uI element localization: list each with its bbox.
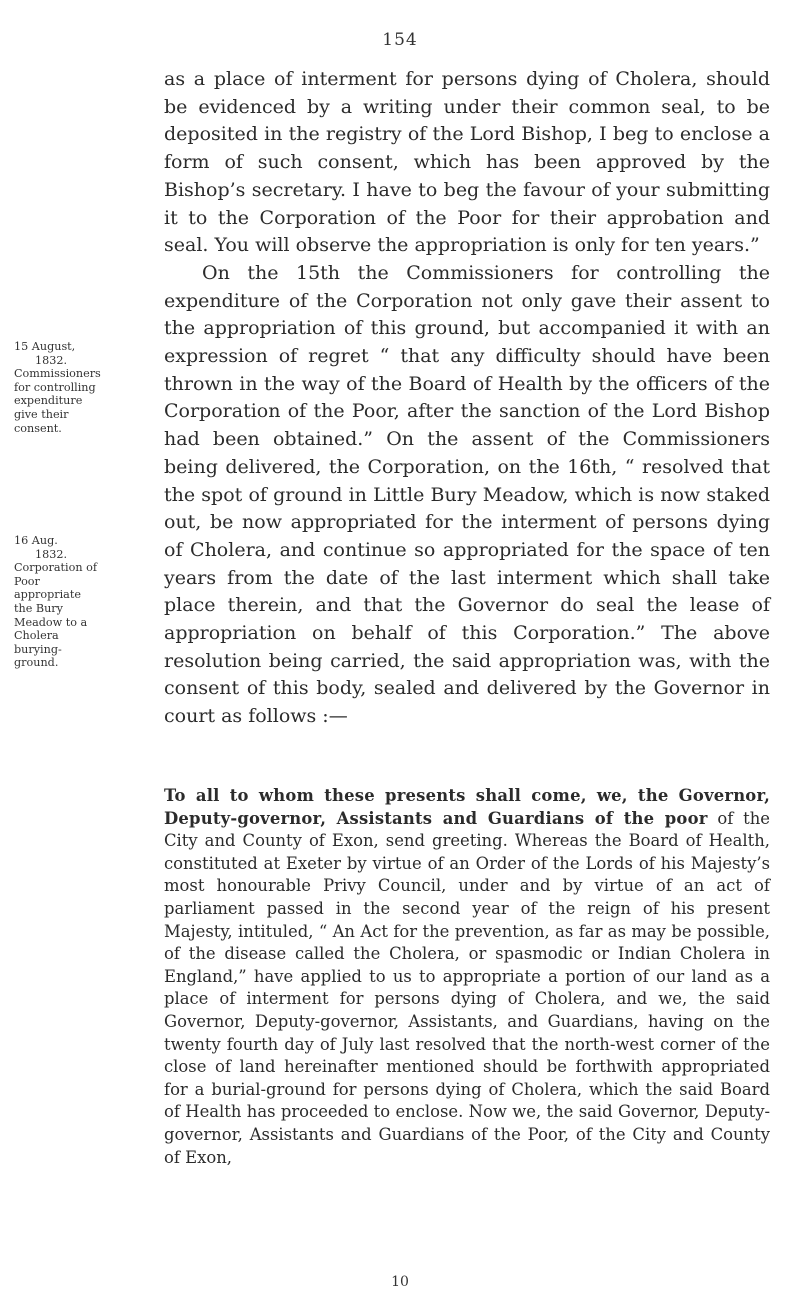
sidenote-year: 1832. (34, 547, 68, 561)
sidenote-text: Corporation of Poor appropriate the Bury Meadow to a Cholera burying-ground. (14, 561, 98, 670)
sidenote-year: 1832. (34, 353, 68, 367)
paragraph-1: as a place of interment for persons dying of Cholera, should be evidenced by a writing under their common seal, to be deposited in the registry of the Lord Bishop, I beg to enclose a form of such consent, which has been approved by the Bishop’s secretary. I have to beg the favour of your submitting it to the Corporation of the Poor for their approbation and seal. You will observe the appropriation is only for ten years.” (164, 68, 770, 257)
page-number: 154 (382, 30, 418, 50)
sidenote-commissioners-consent (14, 340, 101, 435)
deed-opening: To all to whom these presents shall come, we, the Governor, Deputy-governor, Assistants and Guardians of the poor (164, 786, 770, 828)
sidenote-text: Commissioners for controlling expenditure give their consent. (14, 367, 101, 435)
signature-mark: 10 (391, 1274, 409, 1290)
sidenote-corporation-appropriation (14, 534, 98, 670)
paragraph-2: On the 15th the Commissioners for controlling the expenditure of the Corporation not only gave their assent to the appropriation of this ground, but accompanied it with an expression of regret “ that any difficulty should have been thrown in the way of the Board of Health by the officers of the Corporation of the Poor, after the sanction of the Lord Bishop had been obtained.” On the assent of the Commissioners being delivered, the Corporation, on the 16th, “ resolved that the spot of ground in Little Bury Meadow, which is now staked out, be now appropriated for the interment of persons dying of Cholera, and continue so appropriated for the space of ten years from the date of the last interment which shall take place therein, and that the Governor do seal the lease of appropriation on behalf of this Corporation.” The above resolution being carried, the said appropriation was, with the consent of this body, sealed and delivered by the Governor in court as follows :— (164, 261, 770, 728)
deed-of-appropriation (164, 785, 770, 1169)
deed-body: of the City and County of Exon, send greeting. Whereas the Board of Health, constituted at Exeter by virtue of an Order of the Lords of his Majesty’s most honourable Privy Council, under and by virtue of an act of parliament passed in the second year of the reign of his present Majesty, intituled, “ An Act for the prevention, as far as may be possible, of the disease called the Cholera, or spasmodic or Indian Cholera in England,” have applied to us to appropriate a portion of our land as a place of interment for persons dying of Cholera, and we, the said Governor, Deputy-governor, Assistants, and Guardians, having on the twenty fourth day of July last resolved that the north-west corner of the close of land hereinafter mentioned should be forthwith appropriated for a burial-ground for persons dying of Cholera, which the said Board of Health has proceeded to enclose. Now we, the said Governor, Deputy-governor, Assistants and Guardians of the Poor, of the City and County of Exon, (164, 808, 771, 1167)
sidenote-date: 16 Aug. (14, 534, 58, 547)
sidenote-date: 15 August, (14, 340, 76, 353)
main-text (164, 66, 770, 731)
